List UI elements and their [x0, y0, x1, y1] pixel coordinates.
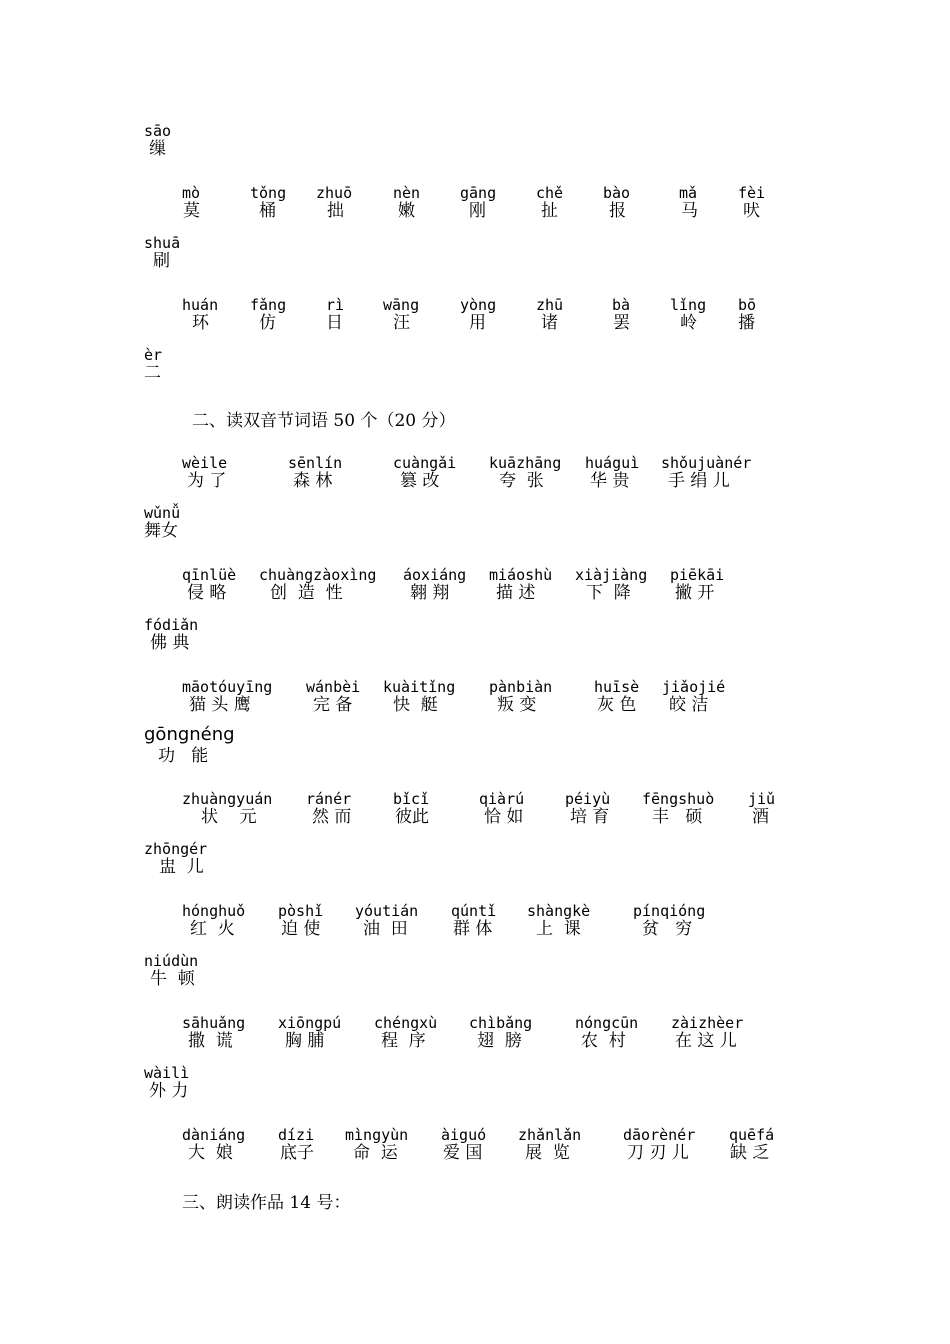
pinyin-label: wǔnǚ	[144, 504, 181, 522]
pinyin-label: àiguó	[441, 1126, 487, 1144]
hanzi-label: 华 贵	[590, 471, 630, 491]
hanzi-label: 群 体	[453, 919, 493, 939]
hanzi-label: 桶	[259, 201, 276, 221]
pinyin-label: huīsè	[594, 678, 640, 696]
pinyin-label: péiyù	[565, 790, 611, 808]
pinyin-label: fēngshuò	[642, 790, 715, 808]
pinyin-label: zhōngér	[144, 840, 208, 858]
hanzi-label: 状 元	[201, 807, 257, 827]
hanzi-label: 农 村	[581, 1031, 626, 1051]
hanzi-label: 完 备	[313, 695, 353, 715]
pinyin-label: bà	[612, 296, 631, 314]
pinyin-label: niúdùn	[144, 952, 199, 970]
pinyin-label: pòshǐ	[278, 902, 324, 920]
pinyin-label: xiōngpú	[278, 1014, 342, 1032]
pinyin-label: hónghuǒ	[182, 902, 246, 920]
hanzi-label: 底子	[280, 1143, 314, 1163]
pinyin-label: qiàrú	[479, 790, 525, 808]
pinyin-label: jiǎojié	[662, 678, 726, 696]
hanzi-label: 猫 头 鹰	[189, 695, 251, 715]
pinyin-label: fèi	[738, 184, 766, 202]
hanzi-label: 舞女	[144, 521, 178, 541]
hanzi-label: 迫 使	[281, 919, 321, 939]
pinyin-label: gāng	[460, 184, 497, 202]
hanzi-label: 丰 硕	[652, 807, 703, 827]
pinyin-label: fǎng	[250, 296, 287, 314]
hanzi-label: 外 力	[149, 1081, 189, 1101]
pinyin-label: ránér	[306, 790, 352, 808]
hanzi-label: 撇 开	[675, 583, 715, 603]
hanzi-label: 仿	[259, 313, 276, 333]
hanzi-label: 岭	[680, 313, 697, 333]
hanzi-label: 爱 国	[443, 1143, 483, 1163]
hanzi-label: 拙	[327, 201, 344, 221]
pinyin-label: rì	[326, 296, 345, 314]
hanzi-label: 日	[326, 313, 343, 333]
pinyin-label: huáguì	[585, 454, 640, 472]
hanzi-label: 功 能	[158, 746, 209, 766]
pinyin-label: miáoshù	[489, 566, 553, 584]
hanzi-label: 上 课	[536, 919, 581, 939]
hanzi-label: 在 这 儿	[675, 1031, 737, 1051]
pinyin-label: dàniáng	[182, 1126, 246, 1144]
hanzi-label: 翅 膀	[477, 1031, 522, 1051]
pinyin-label: bǐcǐ	[393, 790, 430, 808]
pinyin-label: yóutián	[355, 902, 419, 920]
hanzi-label: 为 了	[187, 471, 227, 491]
pinyin-label: pànbiàn	[489, 678, 553, 696]
pinyin-label: gōngnéng	[144, 724, 235, 745]
hanzi-label: 油 田	[363, 919, 408, 939]
pinyin-label: nóngcūn	[575, 1014, 639, 1032]
pinyin-label: lǐng	[670, 296, 707, 314]
pinyin-label: fódiǎn	[144, 616, 199, 634]
pinyin-label: sāhuǎng	[182, 1014, 246, 1032]
hanzi-label: 展 览	[525, 1143, 570, 1163]
hanzi-label: 胸 脯	[285, 1031, 325, 1051]
hanzi-label: 叛 变	[497, 695, 537, 715]
pinyin-label: wèile	[182, 454, 228, 472]
pinyin-label: mò	[182, 184, 201, 202]
hanzi-label: 环	[192, 313, 209, 333]
hanzi-label: 培 育	[570, 807, 610, 827]
hanzi-label: 贫 穷	[642, 919, 693, 939]
pinyin-label: sēnlín	[288, 454, 343, 472]
hanzi-label: 二	[144, 363, 161, 383]
hanzi-label: 缫	[149, 139, 166, 159]
pinyin-label: chéngxù	[374, 1014, 438, 1032]
hanzi-label: 报	[609, 201, 626, 221]
hanzi-label: 撒 谎	[188, 1031, 233, 1051]
pinyin-label: zhū	[536, 296, 564, 314]
hanzi-label: 莫	[183, 201, 200, 221]
hanzi-label: 扯	[541, 201, 558, 221]
hanzi-label: 程 序	[381, 1031, 426, 1051]
pinyin-label: zàizhèer	[671, 1014, 744, 1032]
hanzi-label: 手 绢 儿	[668, 471, 730, 491]
hanzi-label: 用	[469, 313, 486, 333]
pinyin-label: chuàngzàoxìng	[259, 566, 377, 584]
hanzi-label: 彼此	[395, 807, 429, 827]
pinyin-label: èr	[144, 346, 163, 364]
hanzi-label: 汪	[393, 313, 410, 333]
hanzi-label: 缺 乏	[730, 1143, 770, 1163]
hanzi-label: 皎 洁	[669, 695, 709, 715]
hanzi-label: 创 造 性	[270, 583, 343, 603]
hanzi-label: 吠	[743, 201, 760, 221]
hanzi-label: 刚	[469, 201, 486, 221]
hanzi-label: 诸	[541, 313, 558, 333]
section-heading: 三、朗读作品 14 号：	[182, 1193, 351, 1213]
pinyin-label: huán	[182, 296, 219, 314]
pinyin-label: nèn	[393, 184, 421, 202]
pinyin-label: kuāzhāng	[489, 454, 562, 472]
pinyin-label: wāng	[383, 296, 420, 314]
pinyin-label: shàngkè	[527, 902, 591, 920]
hanzi-label: 酒	[752, 807, 769, 827]
pinyin-label: mǎ	[679, 184, 698, 202]
hanzi-label: 大 娘	[188, 1143, 233, 1163]
pinyin-label: chìbǎng	[469, 1014, 533, 1032]
pinyin-label: qúntǐ	[451, 902, 497, 920]
pinyin-label: shuā	[144, 234, 181, 252]
hanzi-label: 嫩	[398, 201, 415, 221]
pinyin-label: dāorènér	[623, 1126, 696, 1144]
hanzi-label: 然 而	[312, 807, 352, 827]
pinyin-label: piēkāi	[670, 566, 725, 584]
hanzi-label: 篡 改	[400, 471, 440, 491]
pinyin-label: jiǔ	[748, 790, 776, 808]
pinyin-label: pínqióng	[633, 902, 706, 920]
hanzi-label: 马	[681, 201, 698, 221]
pinyin-label: kuàitǐng	[383, 678, 456, 696]
pinyin-label: māotóuyīng	[182, 678, 273, 696]
hanzi-label: 下 降	[586, 583, 631, 603]
hanzi-label: 命 运	[353, 1143, 398, 1163]
hanzi-label: 森 林	[293, 471, 333, 491]
hanzi-label: 翱 翔	[410, 583, 450, 603]
pinyin-label: cuàngǎi	[393, 454, 457, 472]
hanzi-label: 侵 略	[187, 583, 227, 603]
hanzi-label: 恰 如	[484, 807, 524, 827]
pinyin-label: bào	[603, 184, 631, 202]
pinyin-label: yòng	[460, 296, 497, 314]
hanzi-label: 夸 张	[499, 471, 544, 491]
hanzi-label: 佛 典	[150, 633, 190, 653]
pinyin-label: quēfá	[729, 1126, 775, 1144]
hanzi-label: 牛 顿	[150, 969, 195, 989]
pinyin-label: shǒujuànér	[661, 454, 752, 472]
pinyin-label: zhuō	[316, 184, 353, 202]
pinyin-label: tǒng	[250, 184, 287, 202]
hanzi-label: 刀 刃 儿	[627, 1143, 689, 1163]
pinyin-label: mìngyùn	[345, 1126, 409, 1144]
hanzi-label: 盅 儿	[159, 857, 204, 877]
pinyin-label: bō	[738, 296, 757, 314]
hanzi-label: 刷	[153, 251, 170, 271]
section-heading: 二、读双音节词语 50 个（20 分）	[192, 411, 456, 431]
hanzi-label: 罢	[613, 313, 630, 333]
hanzi-label: 快 艇	[393, 695, 438, 715]
hanzi-label: 播	[738, 313, 755, 333]
pinyin-label: dízi	[278, 1126, 315, 1144]
pinyin-label: wàilì	[144, 1064, 190, 1082]
pinyin-label: chě	[536, 184, 564, 202]
pinyin-label: xiàjiàng	[575, 566, 648, 584]
hanzi-label: 红 火	[190, 919, 235, 939]
hanzi-label: 描 述	[496, 583, 536, 603]
pinyin-label: sāo	[144, 122, 172, 140]
pinyin-label: zhǎnlǎn	[518, 1126, 582, 1144]
pinyin-label: áoxiáng	[403, 566, 467, 584]
pinyin-label: wánbèi	[306, 678, 361, 696]
pinyin-label: qīnlüè	[182, 566, 237, 584]
hanzi-label: 灰 色	[597, 695, 637, 715]
pinyin-label: zhuàngyuán	[182, 790, 273, 808]
